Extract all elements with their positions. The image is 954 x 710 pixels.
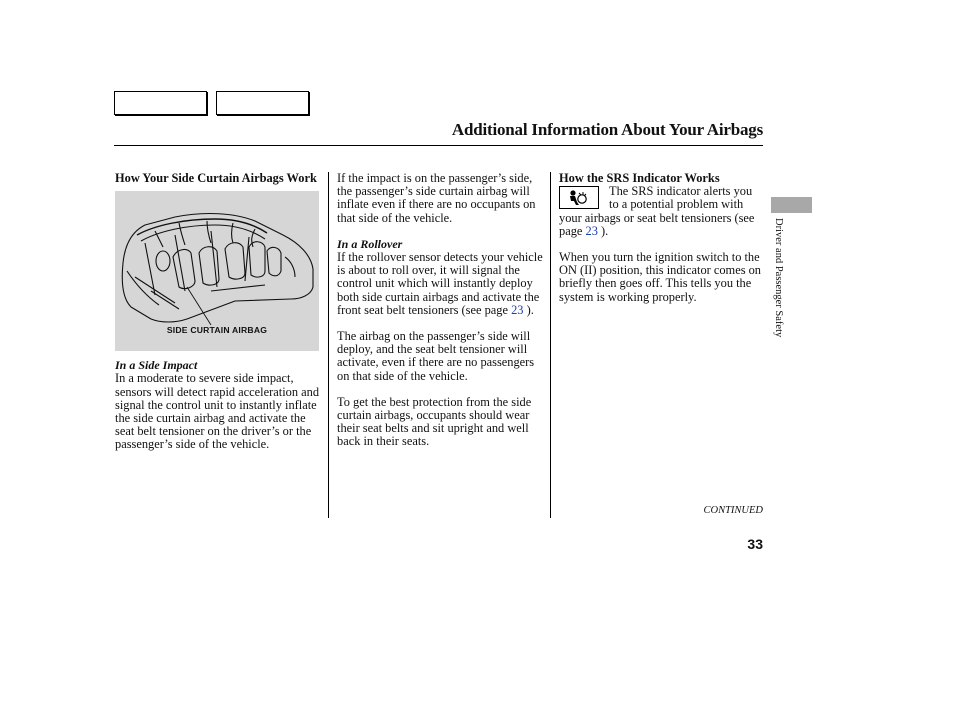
column-divider-1	[328, 172, 329, 518]
nav-forward-button[interactable]	[216, 91, 309, 115]
continued-label: CONTINUED	[703, 505, 763, 516]
side-impact-subheading: In a Side Impact	[115, 358, 198, 373]
column-1	[115, 172, 323, 452]
section-side-label: Driver and Passenger Safety	[773, 218, 784, 338]
page-23-link[interactable]: 23	[511, 302, 524, 317]
side-curtain-heading: How Your Side Curtain Airbags Work	[115, 171, 317, 185]
side-impact-paragraph: In a moderate to severe side impact, sensors will detect rapid acceleration and signal the control unit to instantly inflate the side curtain airbag and activate the seat belt tensioner on the driver’s or the passenger’s side of the vehicle.	[115, 371, 320, 452]
srs-heading: How the SRS Indicator Works	[559, 171, 720, 185]
column-2	[337, 172, 545, 449]
best-protection-paragraph: To get the best protection from the side curtain airbags, occupants should wear their seat belts and sit upright and well back in their seats.	[337, 394, 532, 449]
page-23-link-srs[interactable]: 23	[585, 223, 598, 238]
nav-back-button[interactable]	[114, 91, 207, 115]
figure-label: SIDE CURTAIN AIRBAG	[166, 325, 268, 335]
column-divider-2	[550, 172, 551, 518]
rollover-paragraph: If the rollover sensor detects your vehicle is about to roll over, it will signal the control unit which will instantly deploy both side curtain airbags and activate the front seat belt tensioners (see page 23 ).	[337, 250, 543, 317]
ignition-paragraph: When you turn the ignition switch to the ON (II) position, this indicator comes on briefly then goes off. This tells you the system is working properly.	[559, 250, 762, 304]
srs-alert-paragraph: The SRS indicator alerts you to a potential problem with your airbags or seat belt tensioners (see page 23 ).	[559, 184, 755, 238]
side-curtain-airbag-figure	[115, 191, 319, 351]
passenger-airbag-paragraph: The airbag on the passenger’s side will deploy, and the seat belt tensioner will activate, even if there are no passengers on that side of the vehicle.	[337, 329, 535, 383]
section-tab	[771, 197, 812, 213]
passenger-side-paragraph: If the impact is on the passenger’s side, the passenger’s side curtain airbag will inflate even if there are no occupants on that side of the vehicle.	[337, 171, 536, 225]
srs-airbag-indicator-icon	[559, 186, 599, 209]
page-title: Additional Information About Your Airbags	[451, 120, 763, 139]
column-3	[559, 172, 764, 304]
title-rule	[114, 145, 763, 146]
rollover-subheading: In a Rollover	[337, 236, 403, 251]
page-number: 33	[747, 536, 763, 552]
